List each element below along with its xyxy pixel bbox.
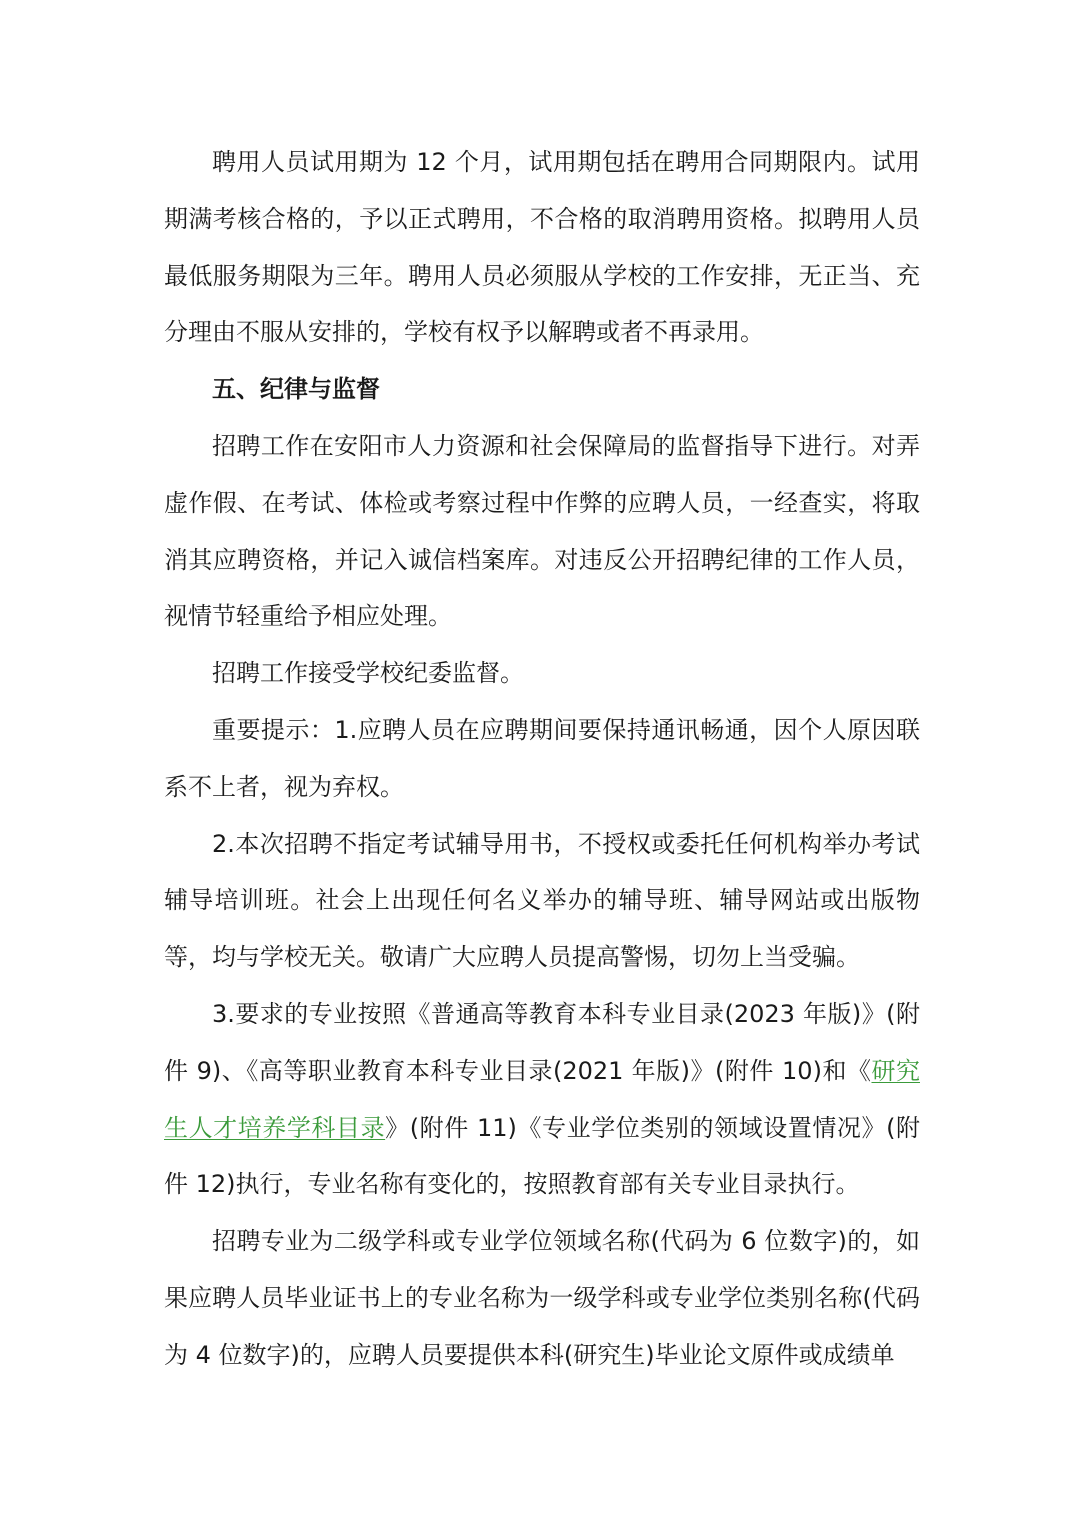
graduate-catalog-link[interactable]: 研究生人才培养学科目录 [164,1056,920,1142]
notice-3-text-end: 》(附件 11)《专业学位类别的领域设置情况》(附件 12)执行，专业名称有变化的，按照教育部有关专业目录执行。 [164,1113,920,1199]
paragraph-supervision: 招聘工作在安阳市人力资源和社会保障局的监督指导下进行。对弄虚作假、在考试、体检或考察过程中作弊的应聘人员，一经查实，将取消其应聘资格，并记入诚信档案库。对违反公开招聘纪律的工作人员，视情节轻重给予相应处理。 [164,431,920,631]
section-heading-discipline: 五、纪律与监督 [212,375,380,404]
paragraph-notice-3 [164,986,920,1213]
document-body [164,134,920,1384]
paragraph-major-codes: 招聘专业为二级学科或专业学位领域名称(代码为 6 位数字)的，如果应聘人员毕业证书上的专业名称为一级学科或专业学位类别名称(代码为 4 位数字)的，应聘人员要提供本科(研究生)毕业论文原件或成绩单 [164,1227,920,1369]
paragraph-commission: 招聘工作接受学校纪委监督。 [212,659,524,688]
paragraph-probation: 聘用人员试用期为 12 个月，试用期包括在聘用合同期限内。试用期满考核合格的，予以正式聘用，不合格的取消聘用资格。拟聘用人员最低服务期限为三年。聘用人员必须服从学校的工作安排，无正当、充分理由不服从安排的，学校有权予以解聘或者不再录用。 [164,148,920,347]
paragraph-notice-2: 2.本次招聘不指定考试辅导用书，不授权或委托任何机构举办考试辅导培训班。社会上出现任何名义举办的辅导班、辅导网站或出版物等，均与学校无关。敬请广大应聘人员提高警惕，切勿上当受骗。 [164,829,920,972]
paragraph-notice-1: 重要提示：1.应聘人员在应聘期间要保持通讯畅通，因个人原因联系不上者，视为弃权。 [164,715,920,801]
notice-3-text-start: 3.要求的专业按照《普通高等教育本科专业目录(2023 年版)》(附件 9)、《高等职业教育本科专业目录(2021 年版)》(附件 10)和《 [164,999,920,1085]
